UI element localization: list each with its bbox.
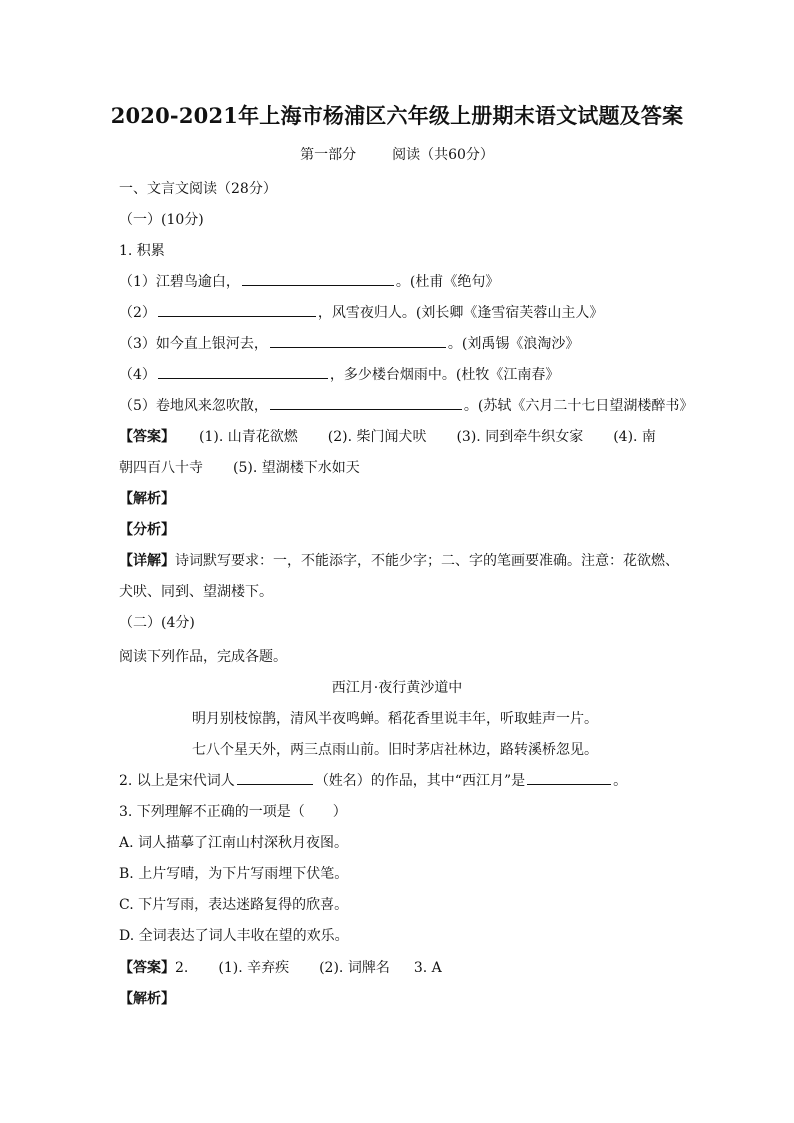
fenxi-tag: 【分析】 [119, 522, 175, 538]
analysis-tag: 【解析】 [119, 491, 175, 507]
fill-item [119, 333, 579, 353]
part-label: 第一部分 [300, 147, 357, 163]
poem-line: 明月别枝惊鹊，清风半夜鸣蝉。稻花香里说丰年，听取蛙声一片。 [192, 711, 598, 727]
detail-line [119, 550, 679, 570]
answer-part: (2). 词牌名 [319, 960, 390, 976]
fill-item-text: （5）卷地风来忽吹散， [119, 398, 268, 414]
answer-line-cont [119, 457, 360, 477]
question-text: 2. 以上是宋代词人 [119, 773, 235, 789]
fill-item-source: 。(苏轼《六月二十七日望湖楼醉书》 [463, 398, 694, 414]
answer-tag: 【答案】 [119, 960, 175, 976]
answer-blank[interactable] [237, 770, 313, 785]
subsection-heading: （二）(4分) [119, 615, 195, 631]
fill-item [119, 271, 499, 291]
fill-item-source: 。(刘禹锡《浪淘沙》 [447, 336, 580, 352]
page-title: 2020-2021年上海市杨浦区六年级上册期末语文试题及答案 [110, 103, 684, 128]
question-text: 。 [613, 773, 628, 789]
answer-blank[interactable] [158, 302, 316, 317]
subsection-heading: （一）(10分) [119, 212, 204, 228]
fill-item [119, 302, 603, 322]
fill-item-source: ，风雪夜归人。(刘长卿《逢雪宿芙蓉山主人》 [317, 305, 604, 321]
answer-part: (2). 柴门闻犬吠 [327, 429, 427, 445]
answer-part: (4). 南 [613, 429, 656, 445]
question-text: （姓名）的作品，其中“西江月”是 [314, 773, 526, 789]
poem-title: 西江月·夜行黄沙道中 [331, 680, 463, 696]
answer-blank[interactable] [158, 364, 328, 379]
fill-item-text: （3）如今直上银河去， [119, 336, 268, 352]
answer-part: (1). 山青花欲燃 [199, 429, 298, 445]
section-label: 阅读（共60分） [392, 147, 494, 163]
poem-line: 七八个星天外，两三点雨山前。旧时茅店社林边，路转溪桥忽见。 [192, 742, 598, 758]
fill-item-text: （4） [119, 367, 156, 383]
detail-text: 诗词默写要求：一，不能添字，不能少字；二、字的笔画要准确。注意：花欲燃、 [175, 553, 679, 569]
option-d: D. 全词表达了词人丰收在望的欢乐。 [119, 928, 349, 944]
analysis-tag: 【解析】 [119, 991, 175, 1007]
fill-item-text: （1）江碧鸟逾白， [119, 274, 240, 290]
answer-part: (5). 望湖楼下水如天 [233, 460, 360, 476]
answer-tag: 【答案】 [119, 429, 175, 445]
part-heading [0, 144, 794, 164]
answer-blank[interactable] [242, 271, 394, 286]
answer-line [119, 957, 442, 977]
answer-part: (1). 辛弃疾 [218, 960, 290, 976]
question-3: 3. 下列理解不正确的一项是（ ） [119, 804, 347, 820]
answer-blank[interactable] [270, 333, 446, 348]
question-label: 1. 积累 [119, 243, 165, 259]
fill-item-source: 。(杜甫《绝句》 [395, 274, 500, 290]
option-b: B. 上片写晴，为下片写雨埋下伏笔。 [119, 866, 349, 882]
answer-part: 朝四百八十寺 [119, 460, 203, 476]
detail-tag: 【详解】 [119, 553, 175, 569]
option-a: A. 词人描摹了江南山村深秋月夜图。 [119, 835, 349, 851]
question-2 [119, 770, 627, 790]
answer-part: 3. A [413, 960, 442, 976]
answer-blank[interactable] [270, 395, 462, 410]
fill-item-text: （2） [119, 305, 156, 321]
fill-item [119, 395, 693, 415]
fill-item-source: ，多少楼台烟雨中。(杜牧《江南春》 [329, 367, 560, 383]
answer-blank[interactable] [527, 770, 611, 785]
section-heading: 一、文言文阅读（28分） [119, 181, 277, 197]
answer-part: 2. [175, 960, 189, 976]
answer-line [119, 426, 656, 446]
reading-intro: 阅读下列作品，完成各题。 [119, 649, 287, 665]
detail-line-cont: 犬吠、同到、望湖楼下。 [119, 584, 273, 600]
fill-item [119, 364, 559, 384]
option-c: C. 下片写雨，表达迷路复得的欣喜。 [119, 897, 349, 913]
answer-part: (3). 同到牵牛织女家 [456, 429, 584, 445]
